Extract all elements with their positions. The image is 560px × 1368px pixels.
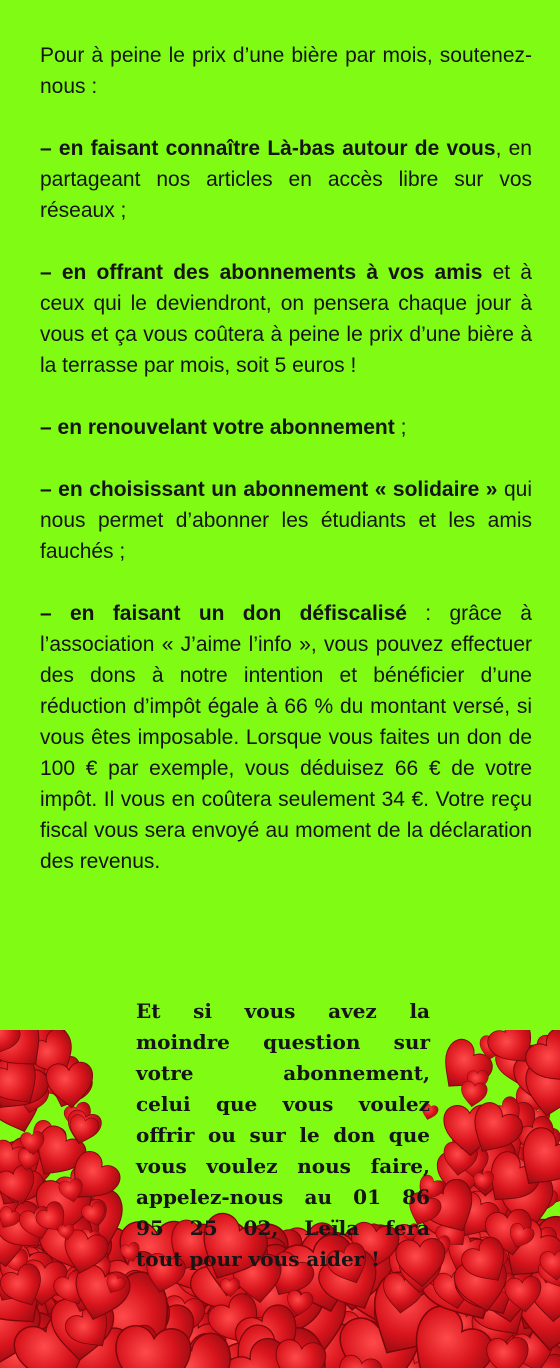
support-item (40, 474, 532, 567)
support-item (40, 133, 532, 226)
contact-line: offrir ou sur le don que (136, 1123, 430, 1147)
contact-line: moindre question sur (136, 1030, 430, 1054)
item-bold: – en renouvelant votre abonnement (40, 416, 395, 439)
contact-line: appelez-nous au 01 86 (136, 1185, 430, 1209)
support-text (40, 40, 532, 908)
item-bold: – en faisant connaître Là-bas autour de vous (40, 137, 496, 160)
contact-line: 95 25 02, Leïla fera (136, 1216, 430, 1240)
contact-line: tout pour vous aider ! (136, 1247, 380, 1271)
item-text: : grâce à l’association « J’aime l’info », vous pouvez effectuer des dons à notre intention et bénéficier d’une réduction d’impôt égale à 66 % du montant versé, si vous êtes imposable. Lorsque vous faites un don de 100 € par exemple, vous déduisez 66 € de votre impôt. Il vous en coûtera seulement 34 €. Votre reçu fiscal vous sera envoyé au moment de la déclaration des revenus. (40, 602, 532, 873)
contact-line: vous voulez nous faire, (136, 1154, 430, 1178)
item-bold: – en offrant des abonnements à vos amis (40, 261, 483, 284)
support-item (40, 598, 532, 877)
support-item (40, 412, 532, 443)
contact-box (136, 996, 430, 1275)
item-text: qui nous permet d’abonner les étudiants et les amis fauchés ; (40, 478, 532, 563)
contact-line: celui que vous voulez (136, 1092, 430, 1116)
heart-icon (45, 1061, 94, 1109)
item-text: , en partageant nos articles en accès libre sur vos réseaux ; (40, 137, 532, 222)
contact-line: votre abonnement, (136, 1061, 430, 1085)
item-bold: – en choisissant un abonnement « solidaire » (40, 478, 498, 501)
support-item (40, 257, 532, 381)
item-text: ; (394, 416, 407, 439)
contact-line: Et si vous avez la (136, 999, 430, 1023)
intro-paragraph: Pour à peine le prix d’une bière par mois, soutenez-nous : (40, 44, 532, 98)
item-bold: – en faisant un don défiscalisé (40, 602, 407, 625)
item-text: et à ceux qui le deviendront, on pensera chaque jour à vous et ça vous coûtera à peine le prix d’une bière à la terrasse par mois, soit 5 euros ! (40, 261, 532, 377)
